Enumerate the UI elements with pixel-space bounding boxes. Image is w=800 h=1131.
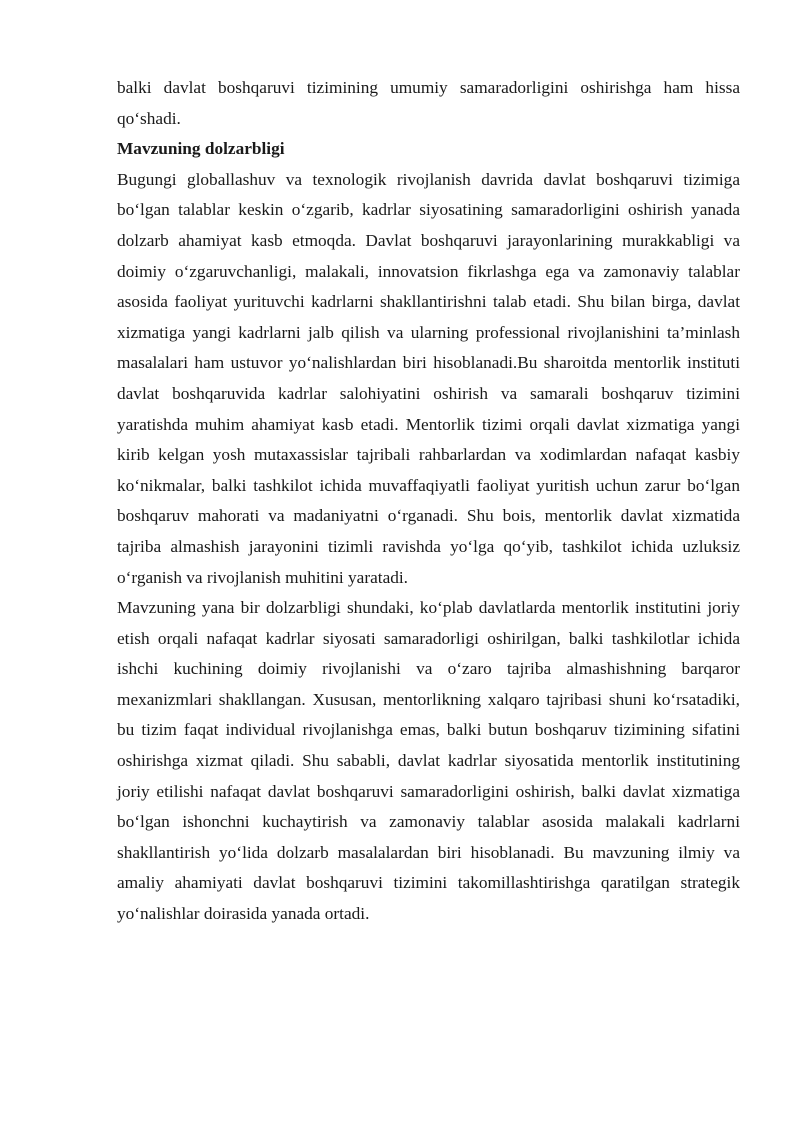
paragraph-relevance-2: Mavzuning yana bir dolzarbligi shundaki, ko‘plab davlatlarda mentorlik institutini joriy etish orqali nafaqat kadrlar siyosati samaradorligi oshirilgan, balki tashkilotlar ichida ishchi kuchining doimiy rivojlanishi va o‘zaro tajriba almashishning barqaror mexanizmlari shakllangan. Xususan, mentorlikning xalqaro tajribasi shuni ko‘rsatadiki, bu tizim faqat individual rivojlanishga emas, balki butun boshqaruv tizimining sifatini oshirishga xizmat qiladi. Shu sababli, davlat kadrlar siyosatida mentorlik institutining joriy etilishi nafaqat davlat boshqaruvi samaradorligini oshirish, balki davlat xizmatiga bo‘lgan ishonchni kuchaytirish va zamonaviy talablar asosida malakali kadrlarni shakllantirish yo‘lida dolzarb masalalardan biri hisoblanadi. Bu mavzuning ilmiy va amaliy ahamiyati davlat boshqaruvi tizimini takomillashtirishga qaratilgan strategik yo‘nalishlar doirasida yanada ortadi. [117, 598, 740, 924]
section-heading: Mavzuning dolzarbligi [117, 139, 285, 159]
intro-paragraph: balki davlat boshqaruvi tizimining umumiy samaradorligini oshirishga ham hissa qo‘shadi. [117, 78, 740, 128]
paragraph-relevance-1: Bugungi globallashuv va texnologik rivojlanish davrida davlat boshqaruvi tizimiga bo‘lgan talablar keskin o‘zgarib, kadrlar siyosatining samaradorligini oshirish yanada dolzarb ahamiyat kasb etmoqda. Davlat boshqaruvi jarayonlarining murakkabligi va doimiy o‘zgaruvchanligi, malakali, innovatsion fikrlashga ega va zamonaviy talablar asosida faoliyat yurituvchi kadrlarni shakllantirishni talab etadi. Shu bilan birga, davlat xizmatiga yangi kadrlarni jalb qilish va ularning professional rivojlanishini ta’minlash masalalari ham ustuvor yo‘nalishlardan biri hisoblanadi.Bu sharoitda mentorlik instituti davlat boshqaruvida kadrlar salohiyatini oshirish va samarali boshqaruv tizimini yaratishda muhim ahamiyat kasb etadi. Mentorlik tizimi orqali davlat xizmatiga yangi kirib kelgan yosh mutaxassislar tajribali rahbarlardan va xodimlardan nafaqat kasbiy ko‘nikmalar, balki tashkilot ichida muvaffaqiyatli faoliyat yuritish uchun zarur bo‘lgan boshqaruv mahorati va madaniyatni o‘rganadi. Shu bois, mentorlik davlat xizmatida tajriba almashish jarayonini tizimli ravishda yo‘lga qo‘yib, tashkilot ichida uzluksiz o‘rganish va rivojlanish muhitini yaratadi. [117, 169, 740, 587]
document-body [117, 73, 740, 930]
